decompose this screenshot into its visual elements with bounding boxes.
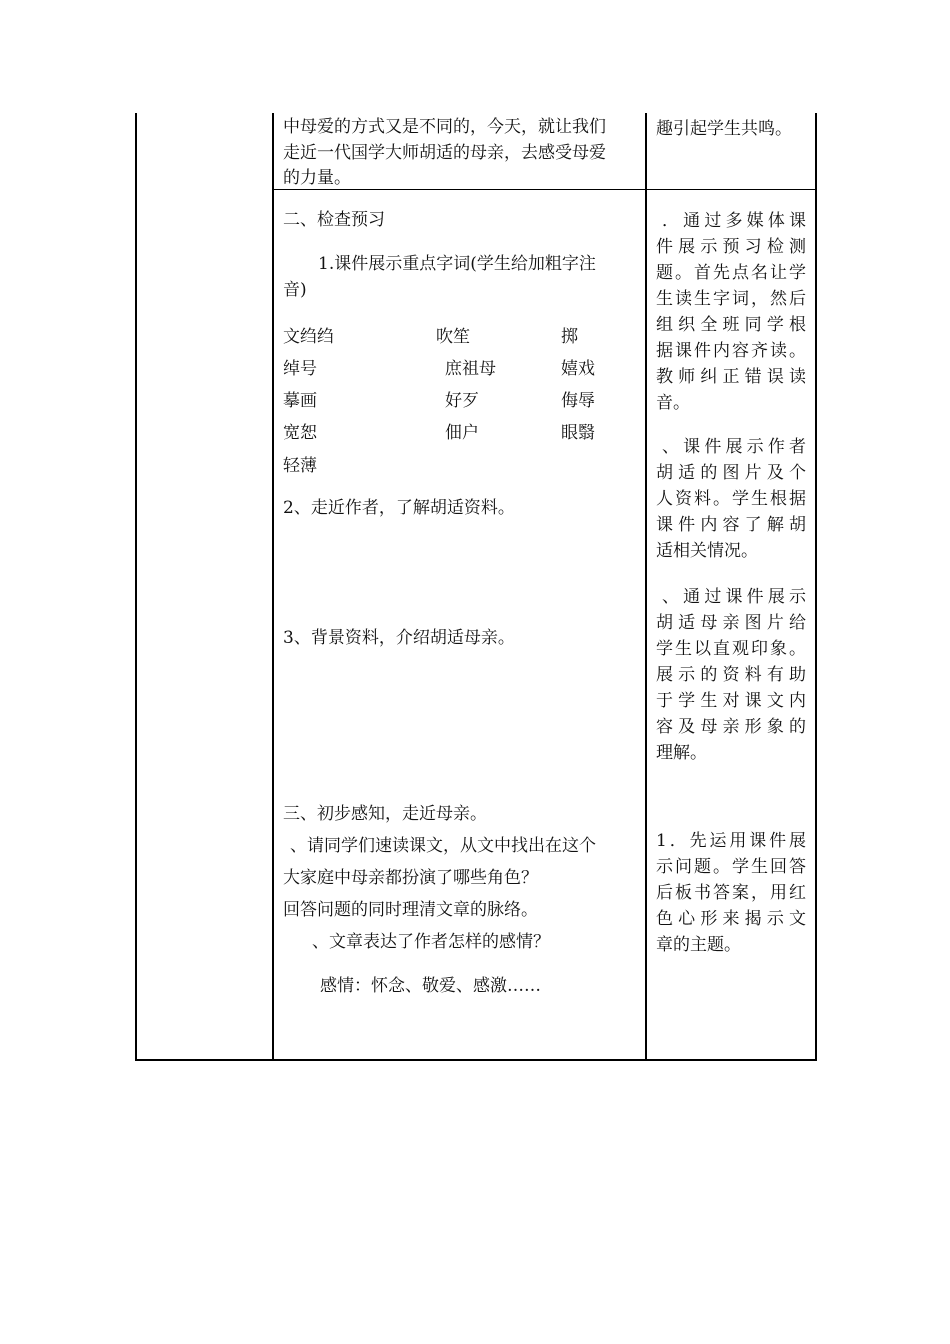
vocab-word: 好歹 (445, 391, 479, 411)
intro-line: 中母爱的方式又是不同的，今天，就让我们 (283, 117, 606, 137)
note-2-line: 、课件展示作者 (662, 437, 806, 457)
note-1-line: 组织全班同学根 (656, 315, 806, 335)
vocab-word: 宽恕 (283, 423, 317, 443)
note-3-line: 理解。 (656, 743, 707, 763)
item-1-line: 音) (283, 280, 307, 300)
note-2-line: 适相关情况。 (656, 541, 758, 561)
item-2: 2、走近作者，了解胡适资料。 (283, 498, 515, 518)
note-3-line: 、通过课件展示 (662, 587, 806, 607)
table-border-left (135, 113, 137, 1061)
item-1-line: 1.课件展示重点字词(学生给加粗字注 (318, 254, 596, 274)
note-1-line: 音。 (656, 393, 690, 413)
note-3-line: 于学生对课文内 (656, 691, 806, 711)
table-border-right (815, 113, 817, 1061)
intro-line: 的力量。 (283, 168, 351, 188)
note-4-line: 色心形来揭示文 (656, 909, 806, 929)
vocab-word: 掷 (561, 327, 578, 347)
question-1-line: 大家庭中母亲都扮演了哪些角色？ (283, 868, 538, 888)
note-1-line: 据课件内容齐读。 (656, 341, 806, 361)
note-1-line: 生读生字词，然后 (656, 289, 806, 309)
vocab-word: 轻薄 (283, 456, 317, 476)
note-2-line: 人资料。学生根据 (656, 489, 806, 509)
note-2-line: 胡适的图片及个 (656, 463, 806, 483)
vocab-word: 绰号 (283, 359, 317, 379)
question-1-line: 回答问题的同时理清文章的脉络。 (283, 900, 538, 920)
section-2-title: 二、检查预习 (283, 210, 385, 230)
table-border-col2 (645, 113, 647, 1061)
intro-line: 走近一代国学大师胡适的母亲，去感受母爱 (283, 143, 606, 163)
note-1-line: 件展示预习检测 (656, 237, 806, 257)
emotion-answer: 感情：怀念、敬爱、感激…… (320, 976, 541, 996)
vocab-word: 佃户 (445, 423, 479, 443)
note-3-line: 容及母亲形象的 (656, 717, 806, 737)
note-1-line: 题。首先点名让学 (656, 263, 806, 283)
vocab-word: 文绉绉 (283, 327, 334, 347)
note-3-line: 胡适母亲图片给 (656, 613, 806, 633)
vocab-word: 庶祖母 (445, 359, 496, 379)
item-3: 3、背景资料，介绍胡适母亲。 (283, 628, 515, 648)
right-note-row1: 趣引起学生共鸣。 (656, 119, 792, 139)
note-1-line: 教师纠正错误读 (656, 367, 806, 387)
note-3-line: 展示的资料有助 (656, 665, 806, 685)
note-1-line: ．通过多媒体课 (662, 211, 806, 231)
note-4-line: 示问题。学生回答 (656, 857, 806, 877)
question-1-line: 、请同学们速读课文，从文中找出在这个 (290, 836, 596, 856)
section-3-title: 三、初步感知，走近母亲。 (283, 804, 487, 824)
vocab-word: 眼翳 (561, 423, 595, 443)
note-3-line: 学生以直观印象。 (656, 639, 806, 659)
table-border-bottom (135, 1059, 817, 1061)
vocab-word: 吹笙 (436, 327, 470, 347)
question-2: 、文章表达了作者怎样的感情？ (312, 932, 550, 952)
vocab-word: 侮辱 (561, 391, 595, 411)
table-row-divider (272, 189, 817, 190)
table-border-col1 (272, 113, 274, 1061)
note-4-line: 后板书答案，用红 (656, 883, 806, 903)
note-4-line: 1．先运用课件展 (656, 831, 806, 851)
note-4-line: 章的主题。 (656, 935, 741, 955)
vocab-word: 嬉戏 (561, 359, 595, 379)
note-2-line: 课件内容了解胡 (656, 515, 806, 535)
vocab-word: 摹画 (283, 391, 317, 411)
